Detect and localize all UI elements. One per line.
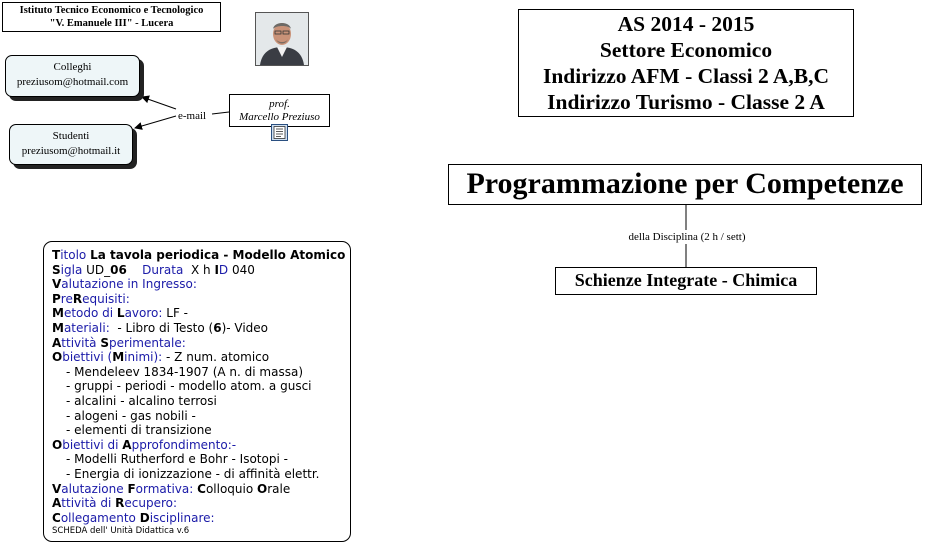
prof-title: prof.	[269, 98, 290, 110]
studenti-email[interactable]: preziusom@hotmail.it	[21, 145, 121, 157]
indirizzo-afm: Indirizzo AFM - Classi 2 A,B,C	[542, 64, 830, 88]
scheda-titolo: Titolo La tavola periodica - Modello Atomico	[52, 248, 346, 262]
prof-box	[229, 94, 330, 127]
studenti-email-box[interactable]	[9, 124, 133, 165]
school-name-box	[2, 2, 221, 32]
obiettivo-minimo-item: - gruppi - periodi - modello atom. a gusci	[66, 379, 312, 394]
email-label: e-mail	[178, 110, 207, 122]
settore: Settore Economico	[599, 38, 773, 62]
scheda-attivita-recupero: Attività di Recupero:	[52, 496, 178, 511]
document-icon[interactable]	[271, 124, 288, 141]
prof-name: Marcello Preziuso	[239, 111, 320, 123]
colleghi-email-box[interactable]	[5, 55, 140, 97]
programmazione-title: Programmazione per Competenze	[448, 164, 922, 205]
obiettivo-minimo-item: - alogeni - gas nobili -	[66, 408, 196, 423]
school-year-box	[518, 9, 854, 117]
obiettivo-minimo-item: - elementi di transizione	[66, 423, 212, 438]
school-line2: "V. Emanuele III" - Lucera	[49, 18, 174, 29]
indirizzo-turismo: Indirizzo Turismo - Classe 2 A	[547, 90, 825, 114]
obiettivo-approfondimento-item: - Modelli Rutherford e Bohr - Isotopi -	[66, 452, 288, 467]
school-year: AS 2014 - 2015	[617, 12, 755, 36]
scheda-valutazione-formativa: Valutazione Formativa: Colloquio Orale	[52, 481, 291, 496]
obiettivo-minimo-item: - Mendeleev 1834-1907 (A n. di massa)	[66, 364, 304, 379]
disciplina-name: Schienze Integrate - Chimica	[555, 267, 817, 295]
colleghi-email[interactable]: preziusom@hotmail.com	[16, 76, 129, 88]
studenti-title: Studenti	[52, 130, 90, 142]
scheda-sigla: Sigla UD_06 Durata X h ID 040	[52, 262, 255, 277]
obiettivo-approfondimento-item: - Energia di ionizzazione - di affinità elettr.	[66, 466, 320, 481]
scheda-footer: SCHEDA dell' Unità Didattica v.6	[52, 526, 190, 537]
scheda-attivita-sperimentale: Attività Sperimentale:	[52, 335, 186, 350]
scheda-obiettivi-approfondimento: Obiettivi di Approfondimento:-	[52, 437, 237, 452]
scheda-valutazione-ingresso: Valutazione in Ingresso:	[52, 277, 197, 292]
school-line1: Istituto Tecnico Economico e Tecnologico	[19, 5, 204, 16]
scheda-obiettivi-minimi: Obiettivi (Minimi): - Z num. atomico	[52, 350, 270, 365]
scheda-prerequisiti: PreRequisiti:	[52, 291, 130, 306]
disciplina-hours-label: della Disciplina (2 h / sett)	[628, 231, 746, 243]
teacher-photo	[255, 12, 309, 66]
colleghi-title: Colleghi	[53, 61, 92, 73]
scheda-unita-didattica	[43, 241, 351, 542]
scheda-collegamento: Collegamento Disciplinare:	[52, 510, 215, 525]
obiettivo-minimo-item: - alcalini - alcalino terrosi	[66, 393, 217, 408]
scheda-metodo: Metodo di Lavoro: LF -	[52, 306, 188, 321]
scheda-materiali: Materiali: - Libro di Testo (6)- Video	[52, 320, 269, 335]
